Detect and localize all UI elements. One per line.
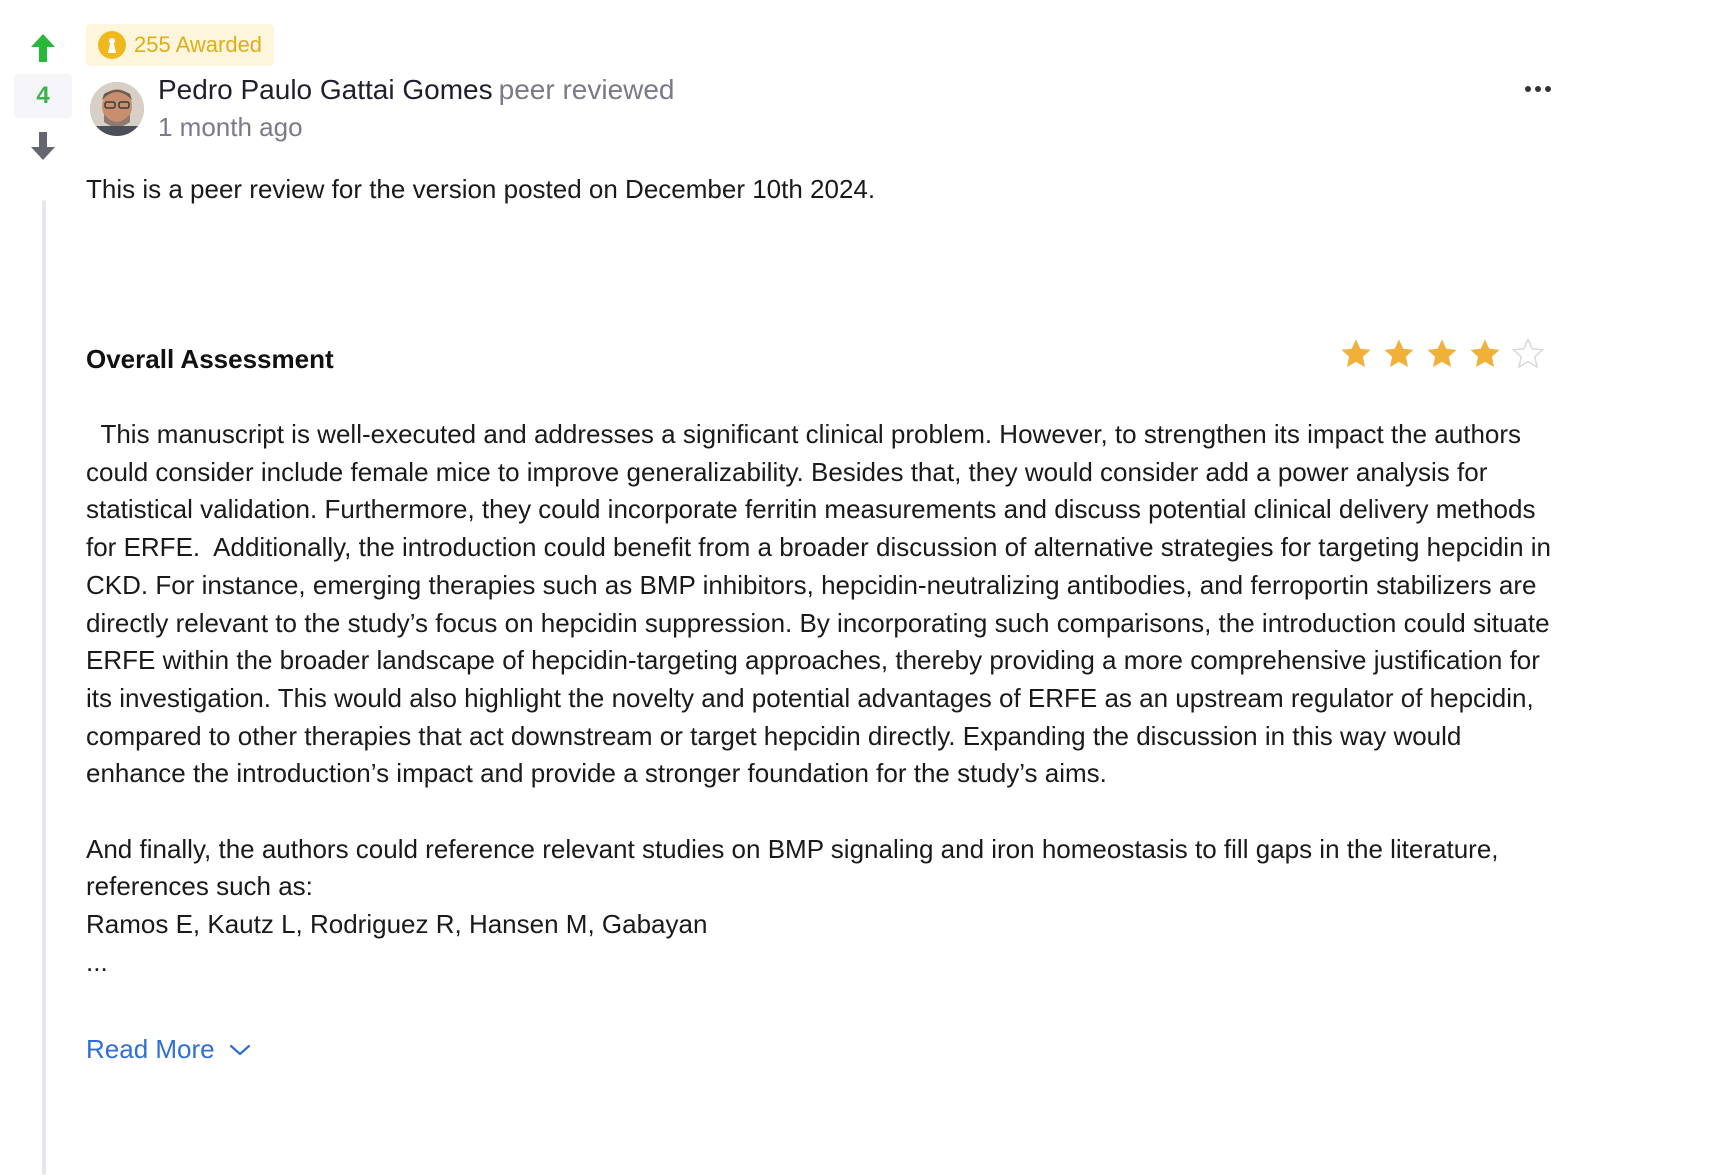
avatar[interactable] [90, 82, 144, 136]
star-rating [1340, 338, 1544, 370]
vote-column [14, 28, 72, 166]
arrow-up-icon [30, 33, 56, 63]
award-badge[interactable] [86, 24, 274, 66]
upvote-button[interactable] [14, 28, 72, 68]
thread-line[interactable] [42, 200, 46, 1175]
vote-score: 4 [14, 74, 72, 118]
author-name[interactable]: Pedro Paulo Gattai Gomes [158, 74, 493, 105]
chevron-down-icon [229, 1043, 251, 1057]
star-filled-icon [1340, 338, 1372, 370]
arrow-down-icon [30, 131, 56, 161]
review-body [86, 416, 1558, 982]
review-ellipsis: ... [86, 946, 108, 977]
more-options-button[interactable] [1518, 76, 1558, 102]
star-filled-icon [1426, 338, 1458, 370]
award-icon [98, 31, 126, 59]
intro-text: This is a peer review for the version posted on December 10th 2024. [86, 174, 876, 204]
read-more-label: Read More [86, 1034, 215, 1064]
review-paragraph: This manuscript is well-executed and addresses a significant clinical problem. However, to strengthen its impact the authors could consider include female mice to improve generalizability. Besides that, they would consider add a power analysis for statistical validation. Furthermore, they could incorporate ferritin measurements and discuss potential clinical delivery methods for ERFE. Additionally, the introduction could benefit from a broader discussion of alternative strategies for targeting hepcidin in CKD. For instance, emerging therapies such as BMP inhibitors, hepcidin-neutralizing antibodies, and ferroportin stabilizers are directly relevant to the study’s focus on hepcidin suppression. By incorporating such comparisons, the introduction could situate ERFE within the broader landscape of hepcidin-targeting approaches, thereby providing a more comprehensive justification for its investigation. This would also highlight the novelty and potential advantages of ERFE as an upstream regulator of hepcidin, compared to other therapies that act downstream or target hepcidin directly. Expanding the discussion in this way would enhance the introduction’s impact and provide a stronger foundation for the study’s aims. [86, 419, 1559, 789]
more-options-icon [1524, 85, 1552, 93]
review-paragraph: And finally, the authors could reference relevant studies on BMP signaling and iron homeostasis to fill gaps in the literature, references such as: [86, 833, 1499, 902]
author-line [158, 74, 675, 106]
star-empty-icon [1512, 338, 1544, 370]
star-filled-icon [1469, 338, 1501, 370]
section-title: Overall Assessment [86, 344, 334, 374]
star-filled-icon [1383, 338, 1415, 370]
review-paragraph: Ramos E, Kautz L, Rodriguez R, Hansen M, Gabayan [86, 909, 708, 940]
peer-reviewed-tag: peer reviewed [498, 74, 675, 105]
timestamp: 1 month ago [158, 112, 303, 142]
downvote-button[interactable] [14, 126, 72, 166]
award-label: 255 Awarded [134, 32, 263, 57]
read-more-button[interactable] [86, 1034, 251, 1065]
